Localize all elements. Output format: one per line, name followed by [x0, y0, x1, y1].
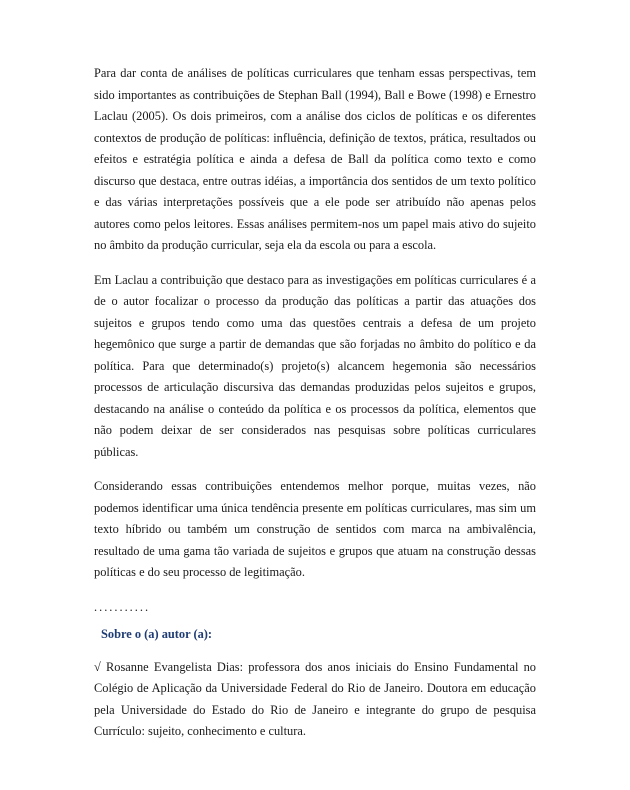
paragraph-considerando: Considerando essas contribuições entendemos melhor porque, muitas vezes, não podemos identificar uma única tendência presente em políticas curriculares, mas sim um texto híbrido ou também um construção de sentidos com marca na ambivalência, resultado de uma gama tão variada de sujeitos e grupos que atuam na construção dessas políticas e do seu processo de legitimação. [94, 479, 536, 579]
paragraph-ball-bowe: Para dar conta de análises de políticas curriculares que tenham essas perspectivas, tem sido importantes as contribuições de Stephan Ball (1994), Ball e Bowe (1998) e Ernestro Laclau (2005). Os dois primeiros, com a análise dos ciclos de políticas e os diferentes contextos de produção de políticas: influência, definição de textos, prática, resultados ou efeitos e estratégia política e ainda a defesa de Ball da política como texto e como discurso que destaca, entre outras idéias, a importância dos sentidos de um texto político e das várias interpretações possíveis que a ele pode ser atribuído não apenas pelos autores como pelos leitores. Essas análises permitem-nos um papel mais ativo do sujeito no âmbito da produção curricular, seja ela da escola ou para a escola. [94, 66, 536, 252]
author-section-heading: Sobre o (a) autor (a): [101, 627, 213, 641]
paragraph-laclau: Em Laclau a contribuição que destaco para as investigações em políticas curriculares é a de o autor focalizar o processo da produção das políticas a partir das atuações dos sujeitos e grupos tendo como uma das questões centrais a defesa de um projeto hegemônico que surge a partir de demandas que são forjadas no âmbito do político e da política. Para que determinado(s) projeto(s) alcancem hegemonia são necessários processos de articulação discursiva das demandas produzidas pelos sujeitos e grupos, destacando na análise o conteúdo da política e os processos da política, elementos que não podem deixar de ser considerados nas pesquisas sobre políticas curriculares públicas. [94, 272, 536, 459]
dotted-separator: ........... [94, 599, 151, 614]
document-body [94, 63, 536, 743]
author-bio-paragraph: √ Rosanne Evangelista Dias: professora dos anos iniciais do Ensino Fundamental no Colégio de Aplicação da Universidade Federal do Rio de Janeiro. Doutora em educação pela Universidade do Estado do Rio de Janeiro e integrante do grupo de pesquisa Currículo: sujeito, conhecimento e cultura. [94, 659, 536, 738]
